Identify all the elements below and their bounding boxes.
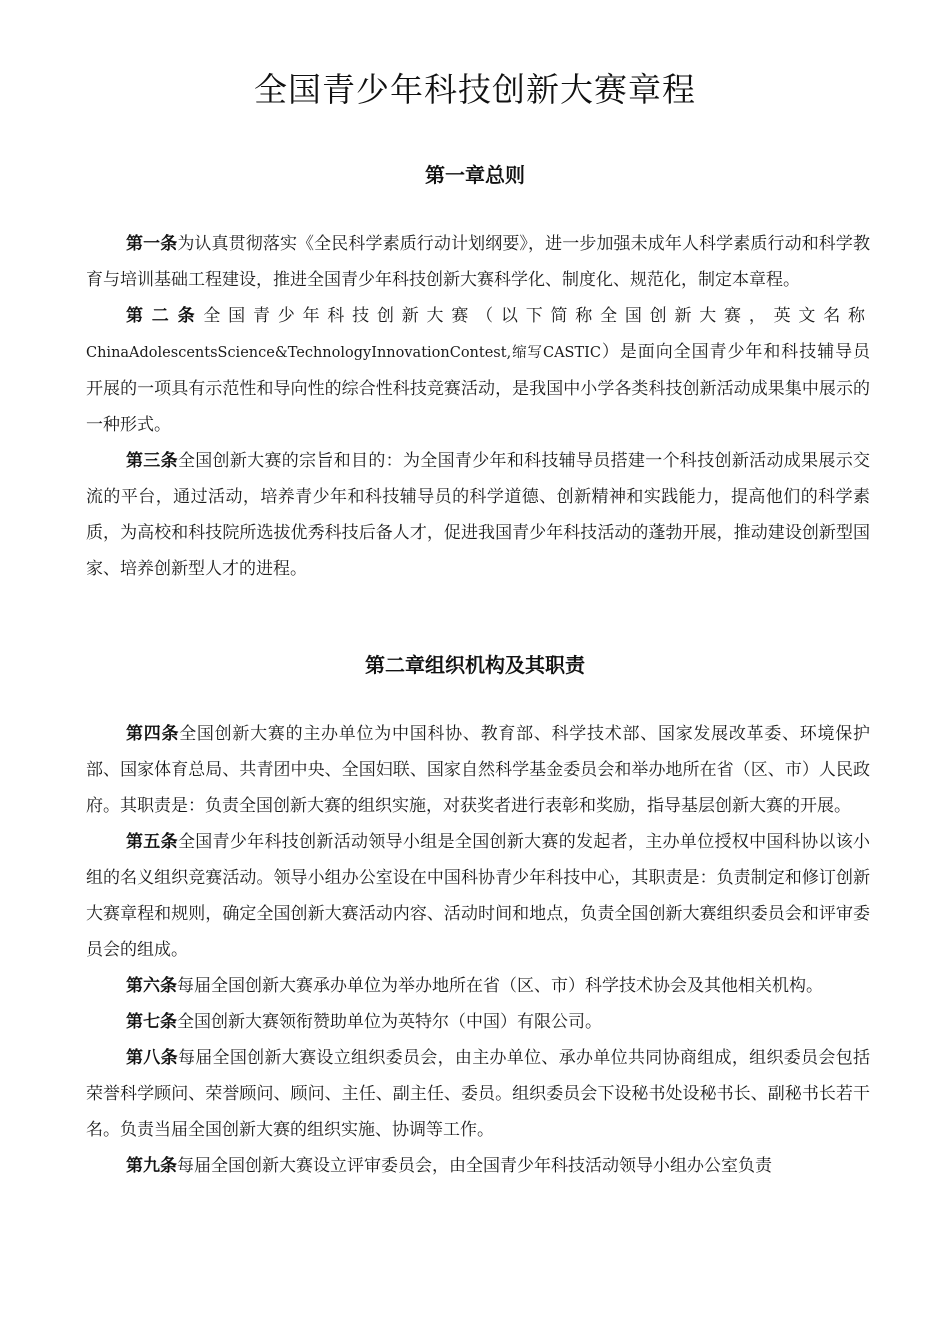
chapter-1-body (86, 226, 870, 587)
article-8-label: 第八条 (126, 1048, 178, 1068)
article-2-english-name: ChinaAdolescentsScience&TechnologyInnovationContest,缩写CASTIC (86, 345, 601, 361)
article-1 (86, 226, 870, 298)
article-6 (86, 968, 870, 1004)
article-2 (86, 298, 870, 443)
chapter-2-title: 第二章组织机构及其职责 (365, 653, 585, 677)
document-title: 全国青少年科技创新大赛章程 (254, 70, 696, 109)
article-7-label: 第七条 (126, 1012, 177, 1032)
article-9-label: 第九条 (126, 1156, 177, 1176)
article-5-label: 第五条 (126, 832, 178, 852)
article-6-label: 第六条 (126, 976, 177, 996)
article-3-text: 全国创新大赛的宗旨和目的：为全国青少年和科技辅导员搭建一个科技创新活动成果展示交流的平台，通过活动，培养青少年和科技辅导员的科学道德、创新精神和实践能力，提高他们的科学素质，为高校和科技院所选拔优秀科技后备人才，促进我国青少年科技活动的蓬勃开展，推动建设创新型国家、培养创新型人才的进程。 (86, 451, 871, 579)
chapter-1-title: 第一章总则 (425, 163, 525, 187)
article-7 (86, 1004, 870, 1040)
article-3-label: 第三条 (126, 451, 178, 471)
article-8 (86, 1040, 870, 1148)
article-4-label: 第四条 (126, 724, 180, 744)
article-2-text-before: 全国青少年科技创新大赛（以下简称全国创新大赛，英文名称 (203, 306, 871, 326)
article-5 (86, 824, 870, 968)
article-5-text: 全国青少年科技创新活动领导小组是全国创新大赛的发起者，主办单位授权中国科协以该小组的名义组织竞赛活动。领导小组办公室设在中国科协青少年科技中心，其职责是：负责制定和修订创新大赛章程和规则，确定全国创新大赛活动内容、活动时间和地点，负责全国创新大赛组织委员会和评审委员会的组成。 (86, 832, 871, 960)
article-4 (86, 716, 870, 824)
article-2-label: 第二条 (126, 306, 204, 326)
article-9-text: 每届全国创新大赛设立评审委员会，由全国青少年科技活动领导小组办公室负责 (177, 1156, 772, 1176)
article-1-label: 第一条 (126, 234, 178, 254)
article-7-text: 全国创新大赛领衔赞助单位为英特尔（中国）有限公司。 (177, 1012, 602, 1032)
article-6-text: 每届全国创新大赛承办单位为举办地所在省（区、市）科学技术协会及其他相关机构。 (177, 976, 823, 996)
article-1-text: 为认真贯彻落实《全民科学素质行动计划纲要》，进一步加强未成年人科学素质行动和科学教育与培训基础工程建设，推进全国青少年科技创新大赛科学化、制度化、规范化，制定本章程。 (86, 234, 871, 290)
chapter-2-body (86, 716, 870, 1184)
article-9 (86, 1148, 870, 1184)
article-4-text: 全国创新大赛的主办单位为中国科协、教育部、科学技术部、国家发展改革委、环境保护部、国家体育总局、共青团中央、全国妇联、国家自然科学基金委员会和举办地所在省（区、市）人民政府。其职责是：负责全国创新大赛的组织实施，对获奖者进行表彰和奖励，指导基层创新大赛的开展。 (86, 724, 871, 816)
article-2-text-after: ）是面向全国青少年和科技辅导员开展的一项具有示范性和导向性的综合性科技竞赛活动，是我国中小学各类科技创新活动成果集中展示的一种形式。 (86, 342, 871, 435)
article-3 (86, 443, 870, 587)
article-8-text: 每届全国创新大赛设立组织委员会，由主办单位、承办单位共同协商组成，组织委员会包括荣誉科学顾问、荣誉顾问、顾问、主任、副主任、委员。组织委员会下设秘书处设秘书长、副秘书长若干名。负责当届全国创新大赛的组织实施、协调等工作。 (86, 1048, 871, 1140)
